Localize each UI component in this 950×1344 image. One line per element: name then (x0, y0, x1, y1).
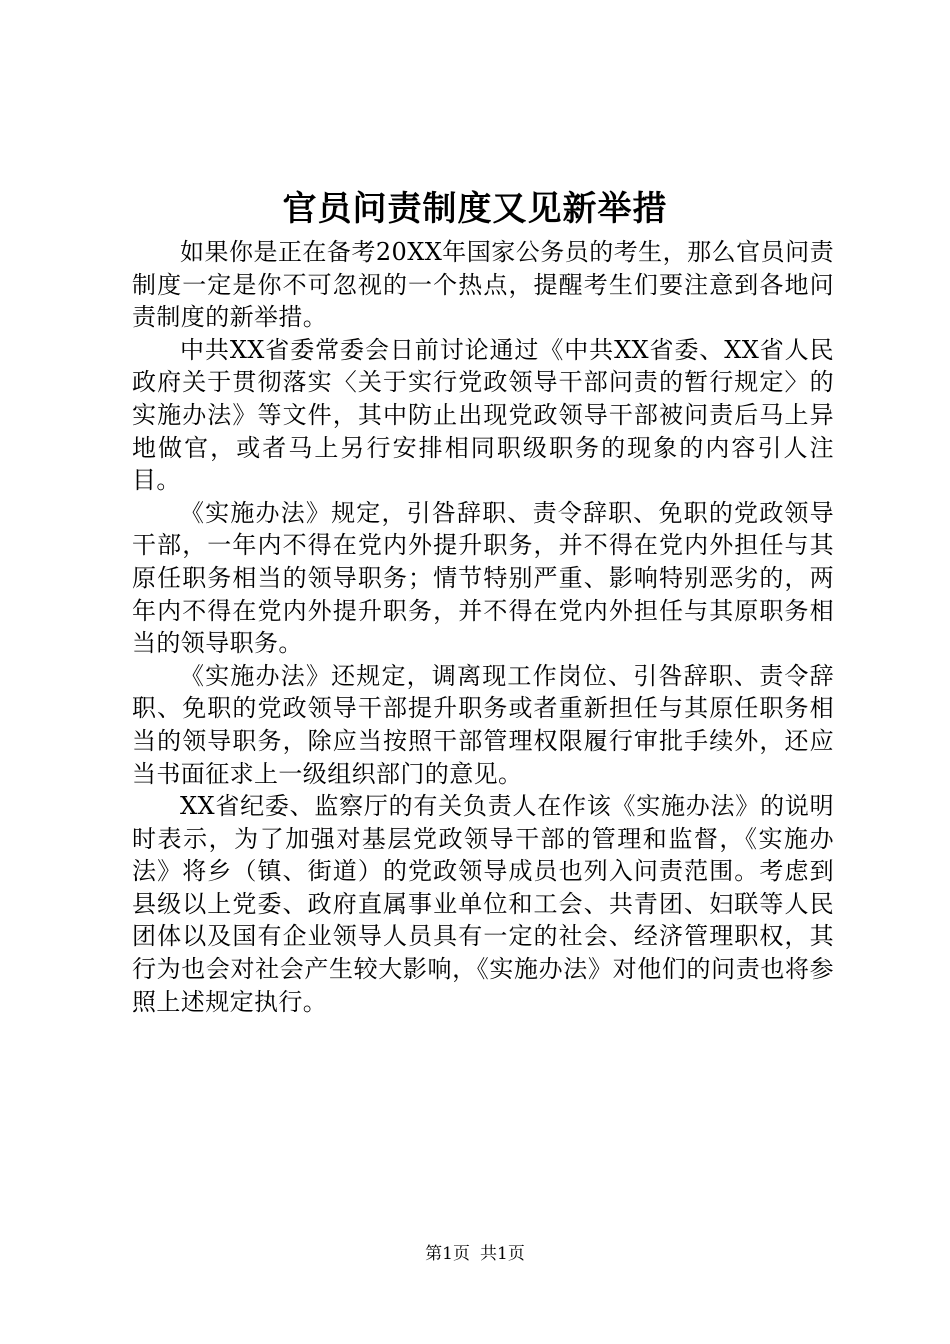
paragraph-1: 如果你是正在备考20XX年国家公务员的考生，那么官员问责制度一定是你不可忽视的一个热点，提醒考生们要注意到各地问责制度的新举措。 (132, 238, 834, 332)
page-number: 第1页 (425, 1244, 470, 1264)
paragraph-3: 《实施办法》规定，引咎辞职、责令辞职、免职的党政领导干部，一年内不得在党内外提升职务，并不得在党内外担任与其原任职务相当的领导职务；情节特别严重、影响特别恶劣的，两年内不得在党内外提升职务，并不得在党内外担任与其原职务相当的领导职务。 (132, 498, 834, 658)
paragraph-5: XX省纪委、监察厅的有关负责人在作该《实施办法》的说明时表示，为了加强对基层党政领导干部的管理和监督，《实施办法》将乡（镇、街道）的党政领导成员也列入问责范围。考虑到县级以上党委、政府直属事业单位和工会、共青团、妇联等人民团体以及国有企业领导人员具有一定的社会、经济管理职权，其行为也会对社会产生较大影响，《实施办法》对他们的问责也将参照上述规定执行。 (132, 792, 834, 1016)
page-footer (0, 1242, 950, 1266)
total-pages: 共1页 (480, 1244, 525, 1264)
paragraph-2: 中共XX省委常委会日前讨论通过《中共XX省委、XX省人民政府关于贯彻落实〈关于实行党政领导干部问责的暂行规定〉的实施办法》等文件，其中防止出现党政领导干部被问责后马上异地做官，或者马上另行安排相同职级职务的现象的内容引人注目。 (132, 335, 834, 495)
paragraph-4: 《实施办法》还规定，调离现工作岗位、引咎辞职、责令辞职、免职的党政领导干部提升职务或者重新担任与其原任职务相当的领导职务，除应当按照干部管理权限履行审批手续外，还应当书面征求上一级组织部门的意见。 (132, 661, 834, 788)
document-body (132, 236, 834, 1018)
document-title: 官员问责制度又见新举措 (282, 189, 668, 229)
